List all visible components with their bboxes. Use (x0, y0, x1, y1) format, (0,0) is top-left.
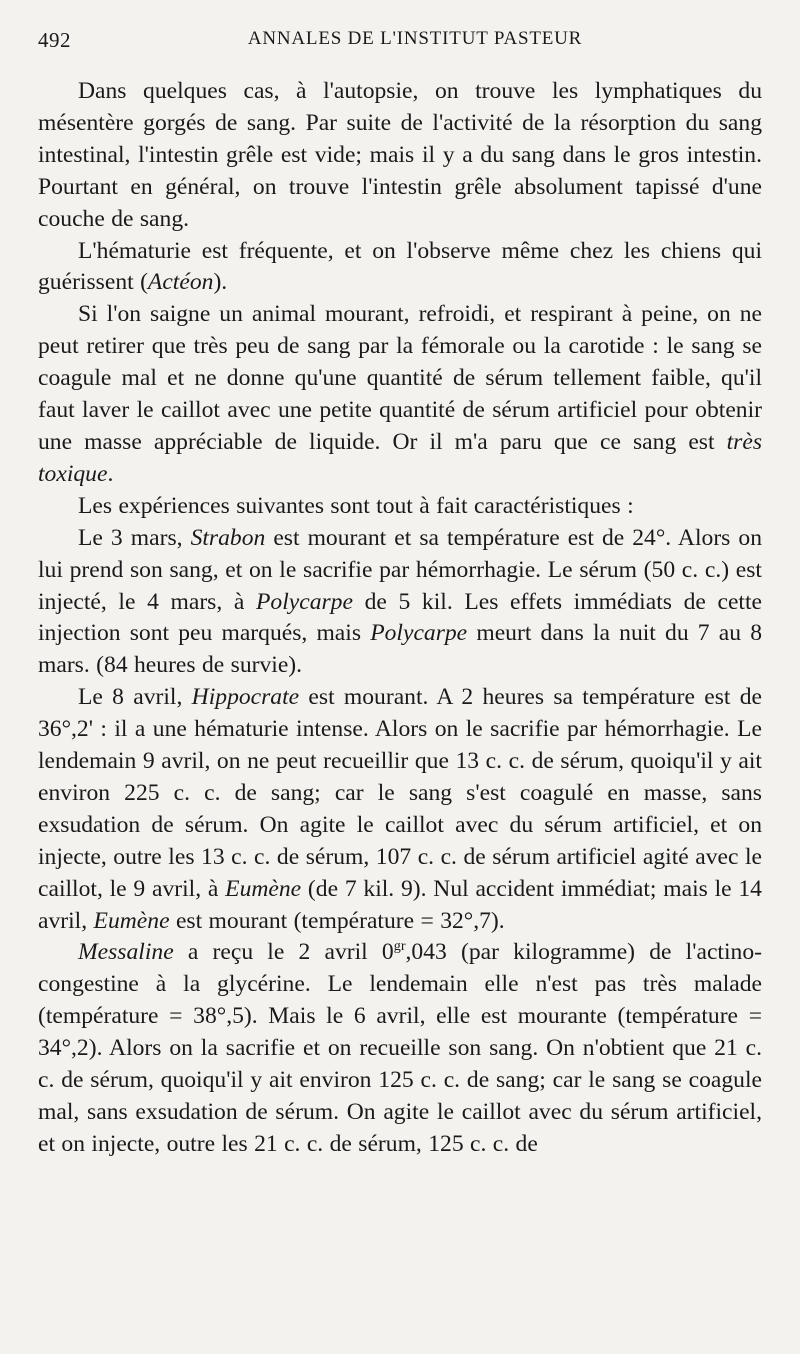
text-run: L'hématurie est fréquente, et on l'observe même chez les chiens qui guérissent ( (38, 237, 762, 296)
italic-text: Eumène (225, 875, 302, 902)
paragraph (38, 523, 762, 683)
text-run: ,043 (par kilogramme) de l'actino-congestine à la glycérine. Le lendemain elle n'est pas très malade (température = 38°,5). Mais le 6 avril, elle est mourante (température = 34°,2). Alors on la sacrifie et on recueille son sang. On n'obtient que 21 c. c. de sérum, quoiqu'il y ait environ 125 c. c. de sang; car le sang se coagule mal, sans exsudation de sérum. On agite le caillot avec du sérum artificiel, et on injecte, outre les 21 c. c. de sérum, 125 c. c. de (38, 939, 762, 1157)
italic-text: Messaline (78, 939, 174, 966)
italic-text: Polycarpe (370, 620, 468, 647)
text-run: est mourant et sa température est de 24°. Alors on lui prend son sang, et on le sacrifie par hémorrhagie. Le sérum (50 c. c.) est injecté, le 4 mars, à (38, 524, 762, 615)
body-text (38, 76, 762, 1161)
paragraph (38, 937, 762, 1160)
running-header (38, 28, 762, 58)
paragraph (38, 236, 762, 300)
text-run: Le 3 mars, (78, 524, 191, 551)
text-run: meurt dans la nuit du 7 au 8 mars. (84 heures de survie). (38, 620, 763, 679)
paragraph (38, 299, 762, 490)
text-run: Dans quelques cas, à l'autopsie, on trouve les lymphatiques du mésentère gorgés de sang. Par suite de l'activité de la résorption du sang intestinal, l'intestin grêle est vide; mais il y a du sang dans le gros intestin. Pourtant en général, on trouve l'intestin grêle absolument tapissé d'une couche de sang. (38, 78, 762, 232)
paragraph (38, 76, 762, 236)
italic-text: très toxique (38, 428, 762, 487)
text-run: de 5 kil. Les effets immédiats de cette injection sont peu marqués, mais (38, 588, 763, 647)
italic-text: Actéon (147, 269, 214, 296)
superscript-text: gr (393, 938, 406, 955)
paragraph (38, 682, 762, 937)
text-run: Si l'on saigne un animal mourant, refroidi, et respirant à peine, on ne peut retirer que très peu de sang par la fémorale ou la carotide : le sang se coagule mal et ne donne qu'une quantité de sérum tellement faible, qu'il faut laver le caillot avec une petite quantité de sérum artificiel pour obtenir une masse appréciable de liquide. Or il m'a paru que ce sang est (38, 301, 762, 455)
text-run: est mourant (température = 32°,7). (169, 907, 505, 934)
running-title: ANNALES DE L'INSTITUT PASTEUR (247, 28, 583, 49)
text-run: ). (213, 269, 228, 296)
italic-text: Polycarpe (256, 588, 353, 615)
paragraph (38, 491, 762, 523)
text-run: Le 8 avril, (78, 684, 192, 711)
text-run: Les expériences suivantes sont tout à fait caractéristiques : (78, 492, 634, 519)
text-run: a reçu le 2 avril 0 (173, 939, 394, 966)
italic-text: Eumène (93, 907, 170, 934)
italic-text: Hippocrate (191, 684, 300, 711)
text-run: est mourant. A 2 heures sa température est de 36°,2' : il a une hématurie intense. Alors on le sacrifie par hémorrhagie. Le lendemain 9 avril, on ne peut recueillir que 13 c. c. de sérum, quoiqu'il y ait environ 225 c. c. de sang; car le sang s'est coagulé en masse, sans exsudation de sérum. On agite le caillot avec du sérum artificiel, et on injecte, outre les 13 c. c. de sérum, 107 c. c. de sérum artificiel agité avec le caillot, le 9 avril, à (38, 684, 763, 902)
text-run: (de 7 kil. 9). Nul accident immédiat; mais le 14 avril, (38, 875, 762, 934)
text-run: . (107, 460, 114, 487)
italic-text: Strabon (190, 524, 266, 551)
page-number: 492 (38, 28, 71, 52)
